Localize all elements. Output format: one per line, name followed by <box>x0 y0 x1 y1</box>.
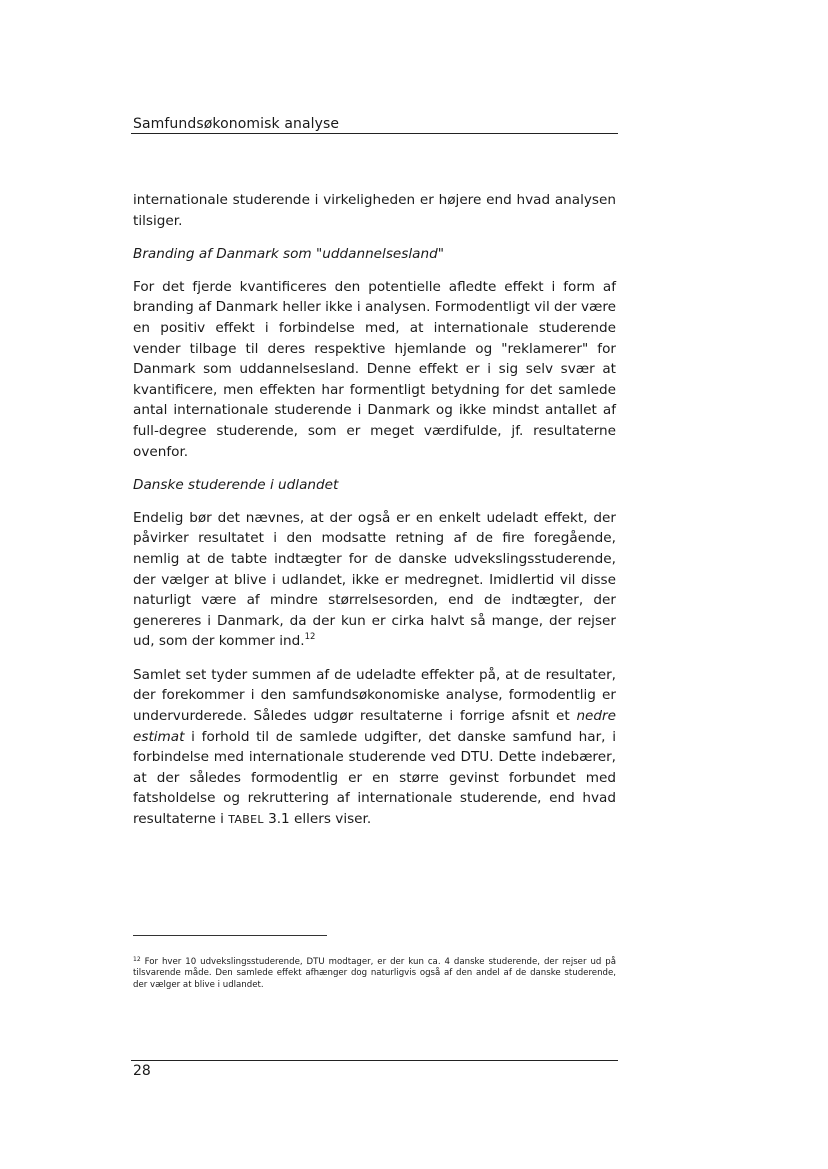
footnote <box>133 957 616 991</box>
paragraph-4-text-b: i forhold til de samlede udgifter, det danske samfund har, i forbindelse med internationale studerende ved DTU. Dette indebærer, at der således formodentlig er en større gevinst forbundet med fatsholdelse og rekruttering af internationale studerende, end hvad resultaterne i <box>133 728 616 828</box>
footer-rule <box>131 1060 618 1061</box>
paragraph-4-text-a: Samlet set tyder summen af de udeladte effekter på, at de resultater, der forekommer i den samfundsøkonomiske analyse, formodentlig er undervurderede. Således udgør resultaterne i forrige afsnit et <box>133 666 616 725</box>
paragraph-4-text-c: 3.1 ellers viser. <box>263 811 372 828</box>
table-reference: TABEL <box>228 813 264 827</box>
subheading-danish-students-abroad: Danske studerende i udlandet <box>133 477 339 494</box>
running-header: Samfundsøkonomisk analyse <box>133 116 340 132</box>
footnote-text: For hver 10 udvekslingsstuderende, DTU modtager, er der kun ca. 4 danske studerende, der rejser ud på tilsvarende måde. Den samlede effekt afhænger dog naturligvis også af den andel af de danske studerende, der vælger at blive i udlandet. <box>133 957 617 990</box>
paragraph-1: internationale studerende i virkeligheden er højere end hvad analysen tilsiger. <box>133 192 616 229</box>
page-number: 28 <box>133 1063 151 1079</box>
paragraph-3-text: Endelig bør det nævnes, at der også er en enkelt udeladt effekt, der påvirker resultatet i den modsatte retning af de fire foregående, nemlig at de tabte indtægter for de danske udvekslingsstuderende, der vælger at blive i udlandet, ikke er medregnet. Imidlertid vil disse naturligt være af mindre størrelsesorden, end de indtægter, der genereres i Danmark, da der kun er cirka halvt så mange, der rejser ud, som der kommer ind. <box>133 509 616 650</box>
subheading-branding: Branding af Danmark som "uddannelsesland" <box>133 246 444 263</box>
footnote-rule <box>133 935 327 936</box>
emphasis-lower-estimate: nedre estimat <box>133 708 616 745</box>
paragraph-2: For det fjerde kvantificeres den potentielle afledte effekt i form af branding af Danmark heller ikke i analysen. Formodentligt vil der være en positiv effekt i forbindelse med, at internationale studerende vender tilbage til deres respektive hjemlande og "reklamerer" for Danmark som uddannelsesland. Denne effekt er i sig selv svær at kvantificere, men effekten har formentligt betydning for det samlede antal internationale studerende i Danmark og ikke mindst antallet af full-degree studerende, som er meget værdifulde, jf. resultaterne ovenfor. <box>133 278 616 460</box>
body-text <box>133 190 616 844</box>
footnote-number: 12 <box>133 956 141 963</box>
paragraph-4 <box>133 665 616 831</box>
header-rule <box>131 133 618 134</box>
paragraph-3 <box>133 508 616 652</box>
footnote-reference: 12 <box>304 632 316 643</box>
